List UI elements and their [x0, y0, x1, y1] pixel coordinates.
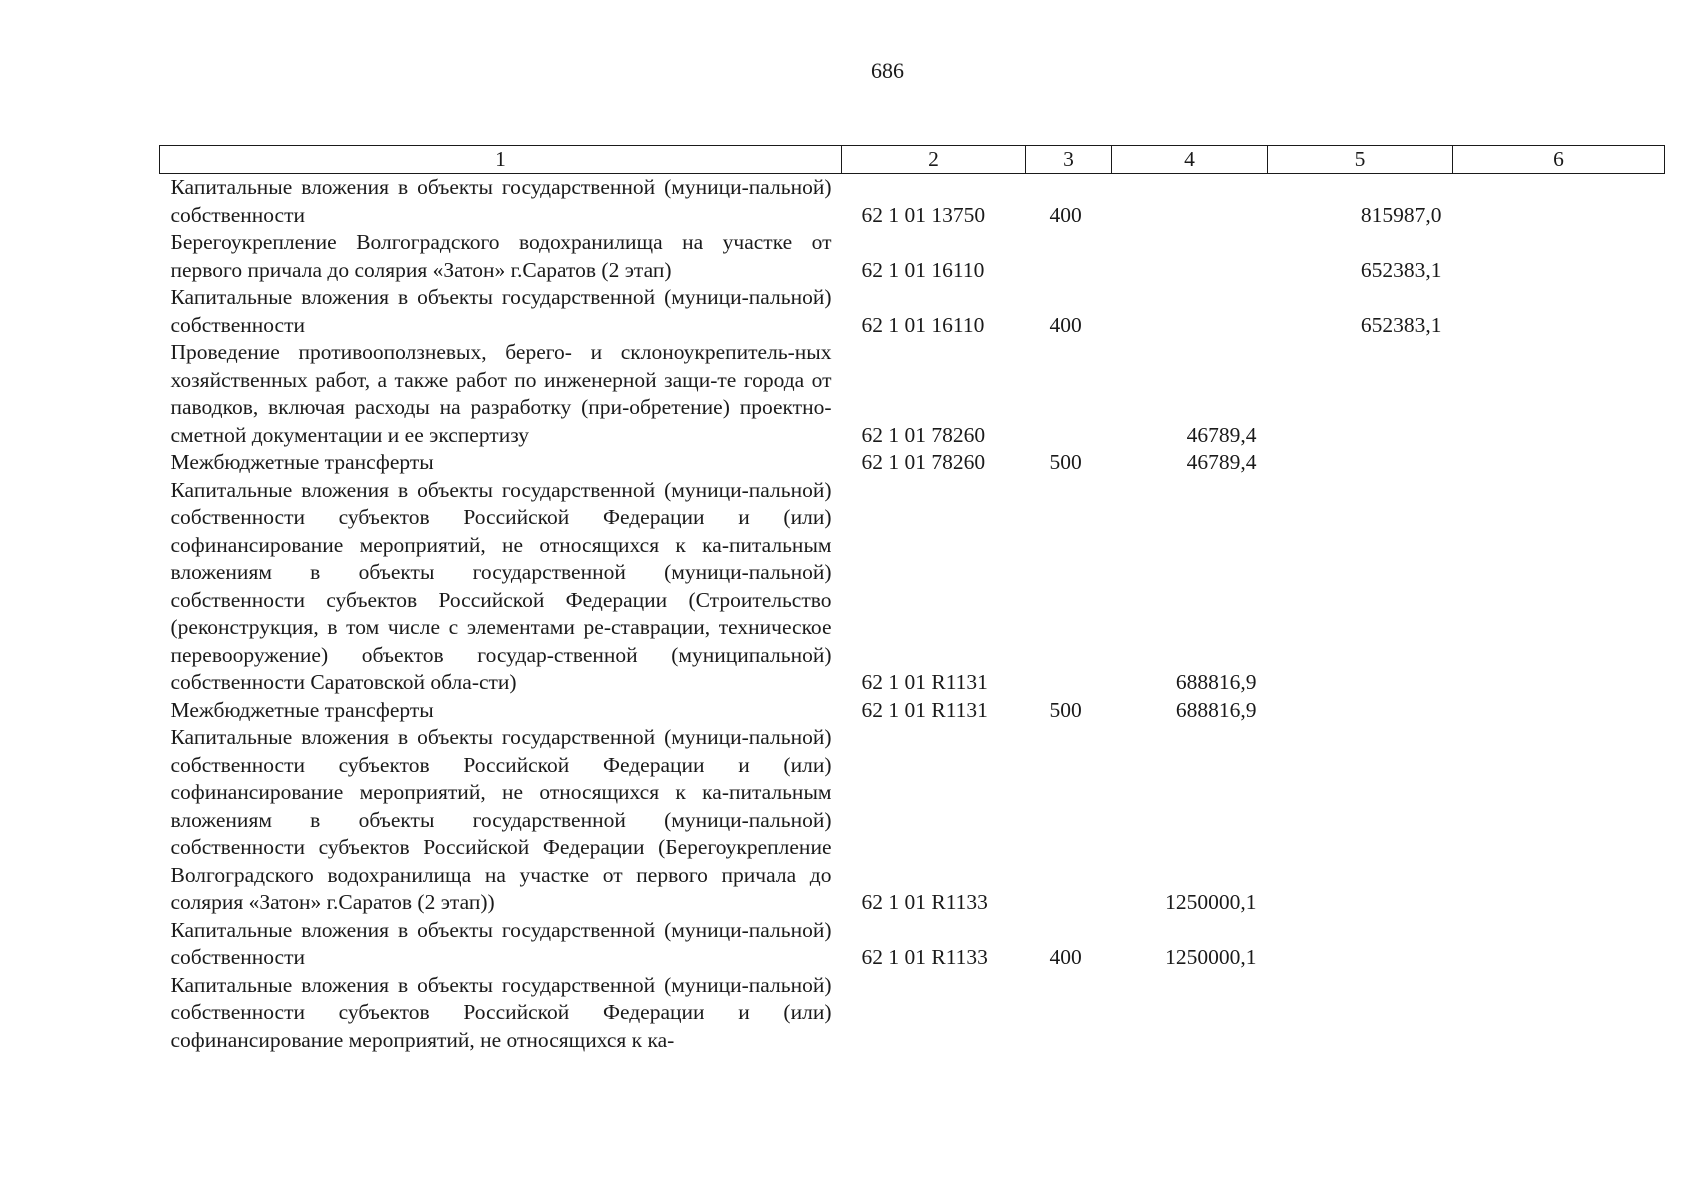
row-amount-col5	[1268, 724, 1453, 917]
row-code-cell: 62 1 01 R1131	[861, 697, 988, 722]
row-amount-col6	[1453, 477, 1665, 697]
row-name-cell: Капитальные вложения в объекты государственной (муници-пальной) собственности субъектов Российской Федерации и (или) софинансирование мероприятий, не относящихся к ка-	[170, 972, 832, 1052]
row-code-cell: 62 1 01 16110	[861, 257, 985, 282]
row-type-cell	[1026, 972, 1112, 1055]
column-header-4: 4	[1112, 146, 1268, 174]
row-amount-col5	[1268, 917, 1453, 972]
page-number: 686	[871, 58, 904, 83]
row-type-cell: 400	[1049, 945, 1082, 969]
row-code-cell	[842, 972, 1026, 1055]
header-row	[160, 146, 1665, 174]
row-code-cell: 62 1 01 78260	[861, 422, 986, 447]
row-amount-col4	[1112, 229, 1268, 284]
table-row	[160, 339, 1665, 449]
table-row	[160, 477, 1665, 697]
row-name-cell: Межбюджетные трансферты	[170, 450, 434, 474]
row-type-cell: 400	[1049, 202, 1082, 227]
row-amount-col5	[1268, 339, 1453, 449]
row-code-cell: 62 1 01 R1133	[861, 945, 988, 969]
row-name-cell: Берегоукрепление Волгоградского водохранилища на участке от первого причала до солярия «Затон» г.Саратов (2 этап)	[170, 230, 832, 282]
row-amount-col4: 688816,9	[1175, 697, 1257, 722]
budget-table	[159, 145, 1665, 1054]
row-type-cell: 500	[1049, 450, 1082, 474]
table-row	[160, 724, 1665, 917]
row-amount-col4	[1112, 972, 1268, 1055]
table-row	[160, 697, 1665, 725]
row-amount-col5: 652383,1	[1360, 312, 1442, 337]
table-row	[160, 972, 1665, 1055]
row-name-cell: Межбюджетные трансферты	[170, 697, 434, 722]
table-row	[160, 917, 1665, 972]
row-amount-col5	[1268, 477, 1453, 697]
row-amount-col4: 1250000,1	[1165, 945, 1257, 969]
row-amount-col6	[1453, 724, 1665, 917]
table-row	[160, 174, 1665, 230]
row-type-cell	[1026, 724, 1112, 917]
row-name-cell: Проведение противооползневых, берего- и склоноукрепитель-ных хозяйственных работ, а также работ по инженерной защи-те города от паводков, включая расходы на разработку (при-обретение) проектно-сметной документации и ее экспертизу	[170, 340, 832, 447]
row-type-cell: 400	[1049, 312, 1082, 337]
row-amount-col4: 46789,4	[1186, 450, 1257, 474]
row-amount-col5: 815987,0	[1360, 202, 1442, 227]
table-body	[160, 174, 1665, 1055]
table-row	[160, 284, 1665, 339]
row-amount-col6	[1453, 917, 1665, 972]
row-amount-col4: 46789,4	[1186, 422, 1257, 447]
row-code-cell: 62 1 01 R1131	[861, 670, 988, 694]
table-row	[160, 449, 1665, 477]
row-code-cell: 62 1 01 13750	[861, 202, 986, 227]
row-amount-col6	[1453, 284, 1665, 339]
row-type-cell: 500	[1049, 697, 1082, 722]
column-header-6: 6	[1453, 146, 1665, 174]
row-amount-col6	[1453, 449, 1665, 477]
column-header-5: 5	[1268, 146, 1453, 174]
row-name-cell: Капитальные вложения в объекты государственной (муници-пальной) собственности субъектов Российской Федерации и (или) софинансирование мероприятий, не относящихся к ка-питальным вложениям в объекты государственной (муници-пальной) собственности субъектов Российской Федерации (Берегоукрепление Волгоградского водохранилища на участке от первого причала до солярия «Затон» г.Саратов (2 этап))	[170, 725, 832, 914]
row-amount-col6	[1453, 972, 1665, 1055]
row-name-cell: Капитальные вложения в объекты государственной (муници-пальной) собственности	[170, 917, 832, 969]
row-amount-col5	[1268, 449, 1453, 477]
table-row	[160, 229, 1665, 284]
row-amount-col4	[1112, 284, 1268, 339]
column-header-2: 2	[842, 146, 1026, 174]
row-amount-col6	[1453, 174, 1665, 230]
row-code-cell: 62 1 01 16110	[861, 312, 985, 337]
row-amount-col4: 688816,9	[1175, 670, 1257, 694]
row-type-cell	[1026, 229, 1112, 284]
row-amount-col5: 652383,1	[1360, 257, 1442, 282]
table-header	[160, 146, 1665, 174]
row-amount-col6	[1453, 697, 1665, 725]
column-header-1: 1	[160, 146, 842, 174]
row-code-cell: 62 1 01 78260	[861, 450, 986, 474]
row-amount-col4	[1112, 174, 1268, 230]
row-name-cell: Капитальные вложения в объекты государственной (муници-пальной) собственности	[170, 175, 832, 227]
row-name-cell: Капитальные вложения в объекты государственной (муници-пальной) собственности	[170, 285, 832, 337]
column-header-3: 3	[1026, 146, 1112, 174]
row-amount-col6	[1453, 229, 1665, 284]
row-amount-col4: 1250000,1	[1165, 890, 1257, 914]
row-name-cell: Капитальные вложения в объекты государственной (муници-пальной) собственности субъектов Российской Федерации и (или) софинансирование мероприятий, не относящихся к ка-питальным вложениям в объекты государственной (муници-пальной) собственности субъектов Российской Федерации (Строительство (реконструкция, в том числе с элементами ре-ставрации, техническое перевооружение) объектов государ-ственной (муниципальной) собственности Саратовской обла-сти)	[170, 477, 832, 694]
row-code-cell: 62 1 01 R1133	[861, 890, 988, 914]
row-amount-col6	[1453, 339, 1665, 449]
row-amount-col5	[1268, 697, 1453, 725]
row-amount-col5	[1268, 972, 1453, 1055]
row-type-cell	[1026, 339, 1112, 449]
row-type-cell	[1026, 477, 1112, 697]
